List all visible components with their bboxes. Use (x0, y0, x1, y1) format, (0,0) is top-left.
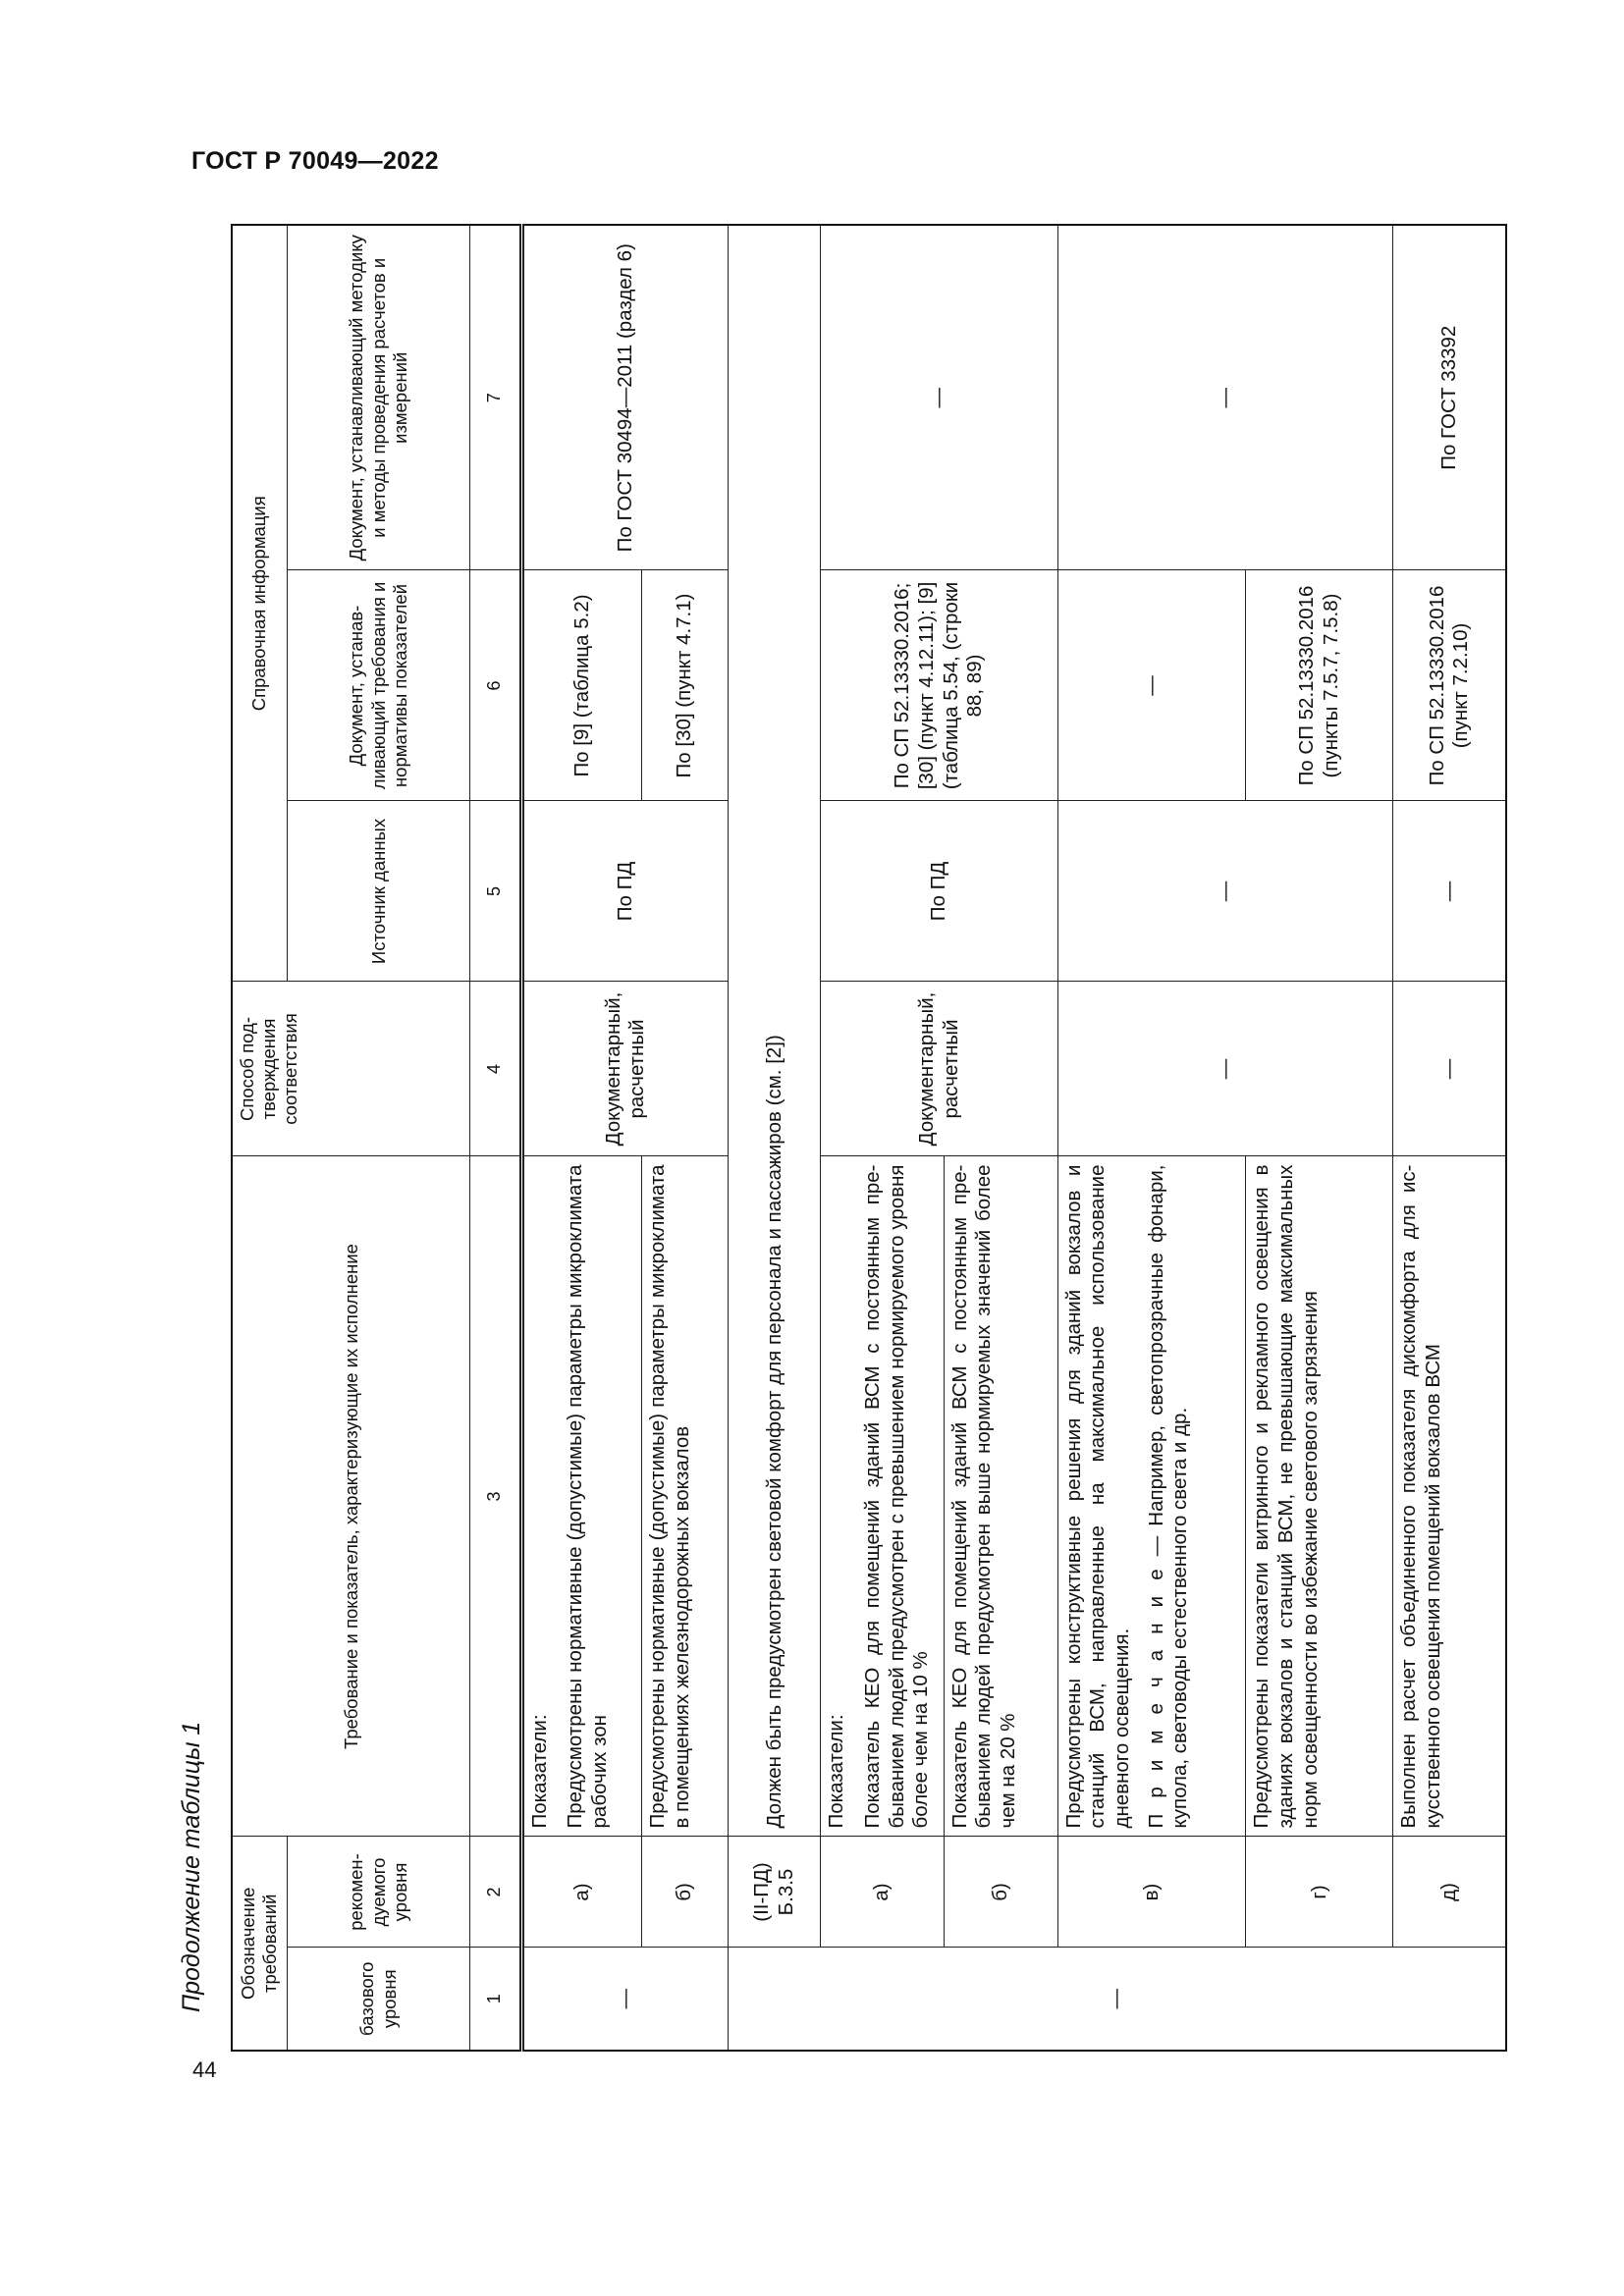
requirement-text: Предусмотрены конструктивные решения для зданий вокзалов и станций ВСМ, направленные на максимальное использование дневного освещения. (1061, 1164, 1133, 1829)
column-number: 5 (470, 801, 521, 982)
column-number: 3 (470, 1156, 521, 1837)
method-header: Способ подтверждения соответствия (232, 982, 470, 1156)
standard-number: ГОСТ Р 70049—2022 (191, 147, 439, 175)
base-level-cell: — (521, 1948, 729, 2051)
norm-doc-cell: По [9] (таблица 5.2) (521, 570, 642, 801)
indicators-label: Показатели: (825, 1714, 848, 1829)
requirement-cell (521, 1156, 642, 1837)
recommended-level-cell: г) (1246, 1837, 1393, 1948)
norm-doc-cell: По [30] (пункт 4.7.1) (642, 570, 729, 801)
recommended-level-cell: а) (521, 1837, 642, 1948)
reference-group-header: Справочная информация (232, 225, 287, 982)
norm-doc-cell: По СП 52.13330.2016 (пункт 7.2.10) (1393, 570, 1506, 801)
method-doc-cell: По ГОСТ 33392 (1393, 225, 1506, 570)
base-level-cell: — (729, 1948, 1506, 2051)
requirement-cell (1057, 1156, 1246, 1837)
column-number: 2 (470, 1837, 521, 1948)
note-text: — Например, светопрозрачные фонари, купола, световоды естественного света и др. (1144, 1164, 1192, 1829)
method-cell: — (1057, 982, 1392, 1156)
column-number: 4 (470, 982, 521, 1156)
data-source-cell: — (1393, 801, 1506, 982)
norm-doc-header: Документ, устанавливающий требования и нормативы показателей (287, 570, 469, 801)
requirement-text: Выполнен расчет объединенного показателя дискомфорта для искусственного освещения помещений вокзалов ВСМ (1393, 1156, 1506, 1837)
recommended-level-cell: б) (944, 1837, 1057, 1948)
recommended-level-cell: а) (821, 1837, 944, 1948)
requirement-text: Предусмотрены нормативные (допустимые) параметры микроклимата в помещениях железнодорожных вокзалов (642, 1156, 729, 1837)
data-source-cell: По ПД (821, 801, 1057, 982)
method-cell: Документарный, расчетный (821, 982, 1057, 1156)
page-number: 44 (192, 2057, 217, 2082)
method-cell: — (1393, 982, 1506, 1156)
data-source-cell: По ПД (521, 801, 729, 982)
recommended-level-cell: б) (642, 1837, 729, 1948)
method-doc-cell: — (1057, 225, 1392, 570)
recommended-level-cell: (II-ПД) Б.3.5 (729, 1837, 821, 1948)
requirement-text: Предусмотрены нормативные (допустимые) параметры микроклимата рабочих зон (564, 1164, 611, 1829)
note-prefix: П р и м е ч а н и е (1144, 1566, 1167, 1829)
data-source-cell: — (1057, 801, 1392, 982)
rotated-table-container (231, 226, 1507, 2052)
column-number: 6 (470, 570, 521, 801)
requirement-header: Требование и показатель, характеризующие их исполнение (232, 1156, 470, 1837)
column-number: 1 (470, 1948, 521, 2051)
method-cell: Документарный, расчетный (521, 982, 729, 1156)
table-caption-box (167, 1721, 226, 2022)
table-caption: Продолжение таблицы 1 (178, 1721, 205, 2012)
designation-group-header: Обозначение требований (232, 1837, 287, 2051)
requirements-table (231, 224, 1507, 2052)
requirement-text: Показатель КЕО для помещений зданий ВСМ с постоянным пребыванием людей предусмотрен выше нормируемых значений более чем на 20 % (944, 1156, 1057, 1837)
column-numbers-row (470, 225, 521, 2051)
table-row (1057, 225, 1246, 2051)
norm-doc-cell: — (1057, 570, 1246, 801)
recommended-level-header: рекомендуемого уровня (287, 1837, 469, 1948)
method-doc-cell: — (821, 225, 1057, 570)
table-row (821, 225, 944, 2051)
requirement-text: Предусмотрены показатели витринного и рекламного освещения в зданиях вокзалов и станций ВСМ, не превышающие максимальных норм освещенности во избежание светового загрязнения (1246, 1156, 1393, 1837)
note (1145, 1164, 1193, 1828)
indicators-label: Показатели: (527, 1714, 551, 1829)
method-doc-cell: По ГОСТ 30494—2011 (раздел 6) (521, 225, 729, 570)
column-number: 7 (470, 225, 521, 570)
requirement-cell (821, 1156, 944, 1837)
data-source-header: Источник данных (287, 801, 469, 982)
requirement-text: Показатель КЕО для помещений зданий ВСМ с постоянным пребыванием людей предусмотрен с превышением нормируемого уровня более чем на 10 % (861, 1164, 933, 1829)
recommended-level-cell: в) (1057, 1837, 1246, 1948)
base-level-header: базового уровня (287, 1948, 469, 2051)
table-row (1393, 225, 1506, 2051)
table-row (729, 225, 821, 2051)
norm-doc-cell: По СП 52.13330.2016; [30] (пункт 4.12.11); [9] (таблица 5.54, (строки 88, 89) (821, 570, 1057, 801)
method-doc-header: Документ, устанавливающий методику и методы проведения расчетов и измерений (287, 225, 469, 570)
section-heading: Должен быть предусмотрен световой комфорт для персонала и пассажиров (см. [2]) (729, 225, 821, 1837)
table-row (521, 225, 642, 2051)
recommended-level-cell: д) (1393, 1837, 1506, 1948)
norm-doc-cell: По СП 52.13330.2016 (пункты 7.5.7, 7.5.8) (1246, 570, 1393, 801)
